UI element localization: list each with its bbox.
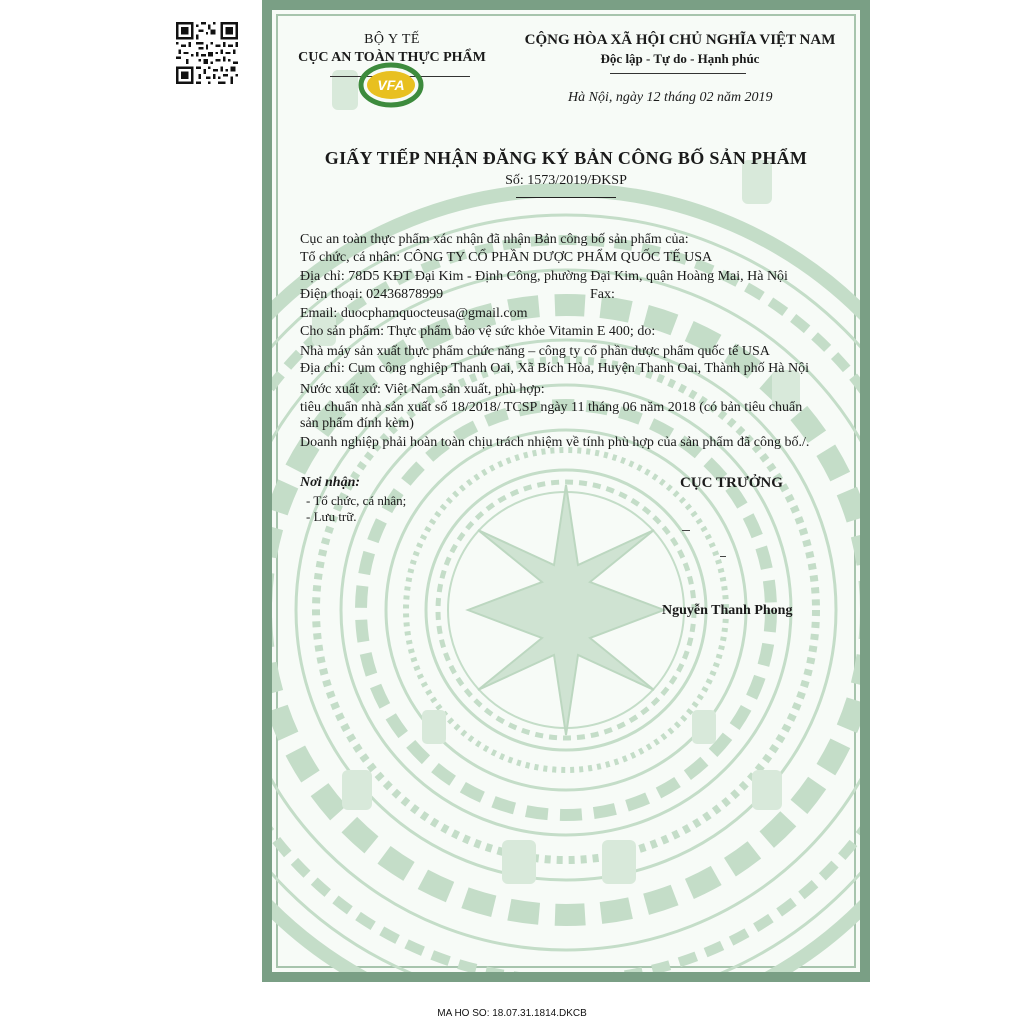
body-line: Địa chỉ: 78D5 KĐT Đại Kim - Định Công, phường Đại Kim, quận Hoàng Mai, Hà Nội <box>300 269 788 284</box>
nation-motto: Độc lập - Tự do - Hạnh phúc <box>600 51 760 66</box>
recipients-title: Nơi nhận: <box>300 475 361 490</box>
logo-text: VFA <box>377 77 405 93</box>
body-line: tiêu chuẩn nhà sản xuất số 18/2018/ TCSP ngày 11 tháng 06 năm 2018 (có bản tiêu chuẩn <box>300 400 803 415</box>
issue-date: Hà Nội, ngày 12 tháng 02 năm 2019 <box>568 90 773 105</box>
body-line-phone: Điện thoại: 02436878999 <box>300 287 444 302</box>
signature-mark <box>682 530 690 531</box>
body-line: Địa chỉ: Cụm công nghiệp Thanh Oai, Xã Bích Hòa, Huyện Thanh Oai, Thành phố Hà Nội <box>300 361 809 376</box>
body-line-fax: Fax: <box>590 287 615 302</box>
signature-mark <box>720 556 726 557</box>
number-underline <box>516 197 616 198</box>
document-number: Số: 1573/2019/ĐKSP <box>505 173 627 188</box>
body-line: Nước xuất xứ: Việt Nam sản xuất, phù hợp: <box>300 382 545 397</box>
ministry-name: BỘ Y TẾ <box>364 32 420 47</box>
record-code: MA HO SO: 18.07.31.1814.DKCB <box>437 1008 587 1019</box>
body-line: Nhà máy sản xuất thực phẩm chức năng – công ty cổ phần dược phẩm quốc tế USA <box>300 344 770 359</box>
body-line: Cho sản phẩm: Thực phẩm bảo vệ sức khỏe Vitamin E 400; do: <box>300 324 656 339</box>
body-line: Doanh nghiệp phải hoàn toàn chịu trách nhiệm về tính phù hợp của sản phẩm đã công bố./. <box>300 435 810 450</box>
body-line: Email: duocphamquocteusa@gmail.com <box>300 306 528 321</box>
signer-title: CỤC TRƯỞNG <box>680 475 783 491</box>
qr-code <box>172 22 242 84</box>
nation-block <box>510 32 850 67</box>
document-content <box>272 10 860 972</box>
document-title: GIẤY TIẾP NHẬN ĐĂNG KÝ BẢN CÔNG BỐ SẢN PHẨM <box>324 148 808 168</box>
signer-name: Nguyễn Thanh Phong <box>662 603 793 618</box>
body-line: Cục an toàn thực phẩm xác nhận đã nhận Bản công bố sản phẩm của: <box>300 232 689 247</box>
recipient-item: - Lưu trữ. <box>306 509 357 524</box>
motto-underline <box>610 73 746 74</box>
vfa-logo-icon <box>356 62 426 108</box>
body-line: Tổ chức, cá nhân: CÔNG TY CỔ PHẦN DƯỢC PHẨM QUỐC TẾ USA <box>300 250 713 265</box>
body-line: sản phẩm đính kèm) <box>300 416 414 431</box>
certificate-frame <box>262 0 870 982</box>
qr-code-graphic <box>172 22 242 84</box>
issuer-block <box>292 32 492 66</box>
agency-name: CỤC AN TOÀN THỰC PHẨM <box>298 50 486 65</box>
nation-name: CỘNG HÒA XÃ HỘI CHỦ NGHĨA VIỆT NAM <box>524 32 836 48</box>
recipient-item: - Tổ chức, cá nhân; <box>306 493 407 508</box>
